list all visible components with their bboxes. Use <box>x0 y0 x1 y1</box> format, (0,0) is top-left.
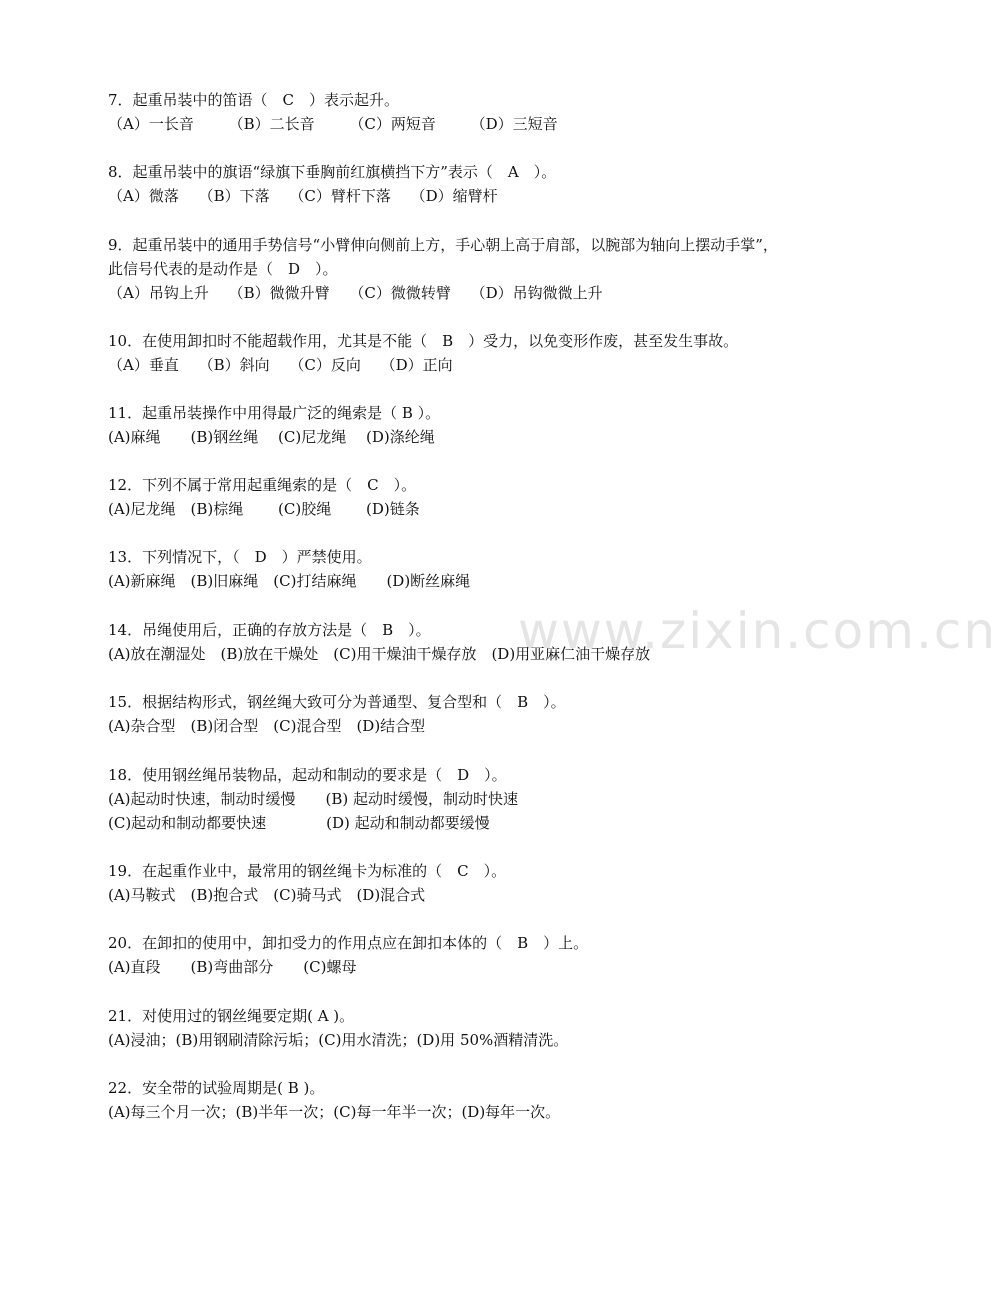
question-options: （A）垂直 （B）斜向 （C）反向 （D）正向 <box>108 356 453 374</box>
question-options: (A)新麻绳 (B)旧麻绳 (C)打结麻绳 (D)断丝麻绳 <box>108 572 471 590</box>
question-options: (A)浸油；(B)用钢刷清除污垢；(C)用水清洗；(D)用 50%酒精清洗。 <box>108 1031 569 1049</box>
question-21 <box>108 1004 838 1052</box>
question-options: (A)放在潮湿处 (B)放在干燥处 (C)用干燥油干燥存放 (D)用亚麻仁油干燥存放 <box>108 645 651 663</box>
question-text: 10．在使用卸扣时不能超载作用，尤其是不能（ B ）受力，以免变形作废，甚至发生事故。 <box>108 332 739 350</box>
question-text: 18．使用钢丝绳吊装物品，起动和制动的要求是（ D ）。 <box>108 766 507 784</box>
watermark: www.zixin.com.cn <box>518 602 997 660</box>
question-10 <box>108 329 838 377</box>
question-11 <box>108 401 838 449</box>
question-15 <box>108 690 838 738</box>
question-options: （A）一长音 （B）二长音 （C）两短音 （D）三短音 <box>108 115 558 133</box>
question-text: 8．起重吊装中的旗语“绿旗下垂胸前红旗横挡下方”表示（ A ）。 <box>108 163 557 181</box>
question-text: 22．安全带的试验周期是( B )。 <box>108 1079 325 1097</box>
question-options: (A)麻绳 (B)钢丝绳 (C)尼龙绳 (D)涤纶绳 <box>108 428 435 446</box>
question-text: 15．根据结构形式，钢丝绳大致可分为普通型、复合型和（ B ）。 <box>108 693 566 711</box>
question-text: 9．起重吊装中的通用手势信号“小臂伸向侧前上方，手心朝上高于肩部，以腕部为轴向上摆动手掌”， <box>108 236 778 254</box>
question-text: 20．在卸扣的使用中，卸扣受力的作用点应在卸扣本体的（ B ）上。 <box>108 934 589 952</box>
question-18 <box>108 763 838 835</box>
question-9 <box>108 233 838 305</box>
question-options: （A）微落 （B）下落 （C）臂杆下落 （D）缩臂杆 <box>108 187 498 205</box>
question-text: 13．下列情况下，（ D ）严禁使用。 <box>108 548 372 566</box>
question-text: 11．起重吊装操作中用得最广泛的绳索是（ B ）。 <box>108 404 441 422</box>
question-options-row-1: (A)起动时快速，制动时缓慢 (B) 起动时缓慢，制动时快速 <box>108 790 519 808</box>
question-text: 21．对使用过的钢丝绳要定期( A )。 <box>108 1007 355 1025</box>
question-text-continued: 此信号代表的是动作是（ D ）。 <box>108 260 338 278</box>
question-text: 19．在起重作业中，最常用的钢丝绳卡为标准的（ C ）。 <box>108 862 507 880</box>
question-options: (A)每三个月一次；(B)半年一次；(C)每一年半一次；(D)每年一次。 <box>108 1103 561 1121</box>
question-22 <box>108 1076 838 1124</box>
question-options: (A)直段 (B)弯曲部分 (C)螺母 <box>108 958 357 976</box>
question-options: （A）吊钩上升 （B）微微升臂 （C）微微转臂 （D）吊钩微微上升 <box>108 284 603 302</box>
question-20 <box>108 931 838 979</box>
question-12 <box>108 473 838 521</box>
question-options: (A)马鞍式 (B)抱合式 (C)骑马式 (D)混合式 <box>108 886 426 904</box>
question-options-row-2: (C)起动和制动都要快速 (D) 起动和制动都要缓慢 <box>108 814 490 832</box>
question-13 <box>108 545 838 593</box>
question-19 <box>108 859 838 907</box>
question-14 <box>108 618 838 666</box>
question-7 <box>108 88 838 136</box>
question-text: 14．吊绳使用后，正确的存放方法是（ B ）。 <box>108 621 431 639</box>
question-options: (A)尼龙绳 (B)棕绳 (C)胶绳 (D)链条 <box>108 500 420 518</box>
question-text: 7．起重吊装中的笛语（ C ）表示起升。 <box>108 91 400 109</box>
question-8 <box>108 160 838 208</box>
question-text: 12．下列不属于常用起重绳索的是（ C ）。 <box>108 476 417 494</box>
question-options: (A)杂合型 (B)闭合型 (C)混合型 (D)结合型 <box>108 717 426 735</box>
